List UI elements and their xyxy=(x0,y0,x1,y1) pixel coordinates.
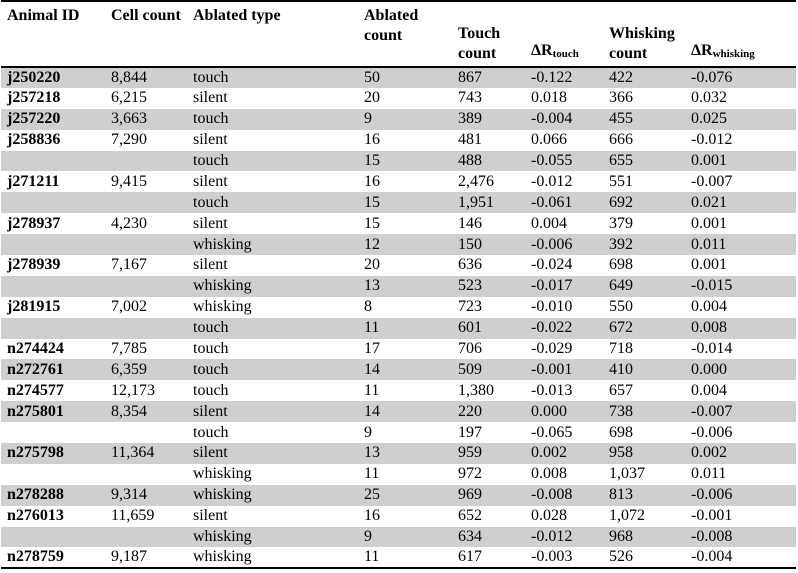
dr-touch-cell: -0.012 xyxy=(525,527,603,548)
cell-count-cell: 12,173 xyxy=(111,381,155,399)
dr-whisking-cell: 0.004 xyxy=(691,298,727,316)
dr-touch-cell: -0.029 xyxy=(531,340,573,358)
ablated-type-cell: whisking xyxy=(187,276,358,297)
ablated-count-cell: 20 xyxy=(364,256,380,274)
dr-whisking-cell: 0.001 xyxy=(685,151,796,172)
cell-count-cell: 7,785 xyxy=(111,340,147,358)
ablated-count-cell: 25 xyxy=(358,485,452,506)
touch-count-cell: 481 xyxy=(458,131,482,149)
dr-touch-cell: -0.013 xyxy=(531,381,573,399)
ablated-type-cell: silent xyxy=(193,172,228,190)
cell-count-cell: 4,230 xyxy=(111,214,147,232)
whisking-count-cell: 550 xyxy=(609,298,633,316)
cell-count-cell xyxy=(105,234,187,255)
table-row xyxy=(1,464,796,485)
ablated-count-cell: 11 xyxy=(358,318,452,339)
ablated-count-cell: 15 xyxy=(358,192,452,213)
touch-count-cell: 2,476 xyxy=(458,172,494,190)
dr-whisking-cell: 0.025 xyxy=(685,109,796,130)
whisking-count-cell: 958 xyxy=(603,443,685,464)
animal-id-cell: j281915 xyxy=(7,298,61,316)
header-animal-id: Animal ID xyxy=(1,1,105,67)
touch-count-cell: 523 xyxy=(452,276,525,297)
cell-count-cell xyxy=(105,318,187,339)
whisking-count-cell: 698 xyxy=(609,256,633,274)
animal-id-cell xyxy=(1,318,105,339)
animal-id-cell: j257218 xyxy=(7,89,61,107)
whisking-count-cell: 666 xyxy=(609,131,633,149)
header-touch-count: Touch count xyxy=(452,1,525,67)
cell-count-cell: 3,663 xyxy=(105,109,187,130)
ablated-count-cell: 50 xyxy=(358,67,452,88)
table-row xyxy=(1,171,796,192)
ablated-type-cell: whisking xyxy=(193,465,252,483)
animal-id-cell xyxy=(1,151,105,172)
dr-whisking-cell: -0.076 xyxy=(685,67,796,88)
ablated-type-cell: whisking xyxy=(187,547,358,568)
table-row xyxy=(1,192,796,213)
whisking-count-cell: 410 xyxy=(603,359,685,380)
ablated-type-cell: whisking xyxy=(193,298,252,316)
ablated-count-cell: 16 xyxy=(364,507,380,525)
ablated-count-cell: 16 xyxy=(364,131,380,149)
dr-touch-cell: -0.003 xyxy=(525,547,603,568)
touch-count-cell: 146 xyxy=(458,214,482,232)
ablated-type-cell: silent xyxy=(187,443,358,464)
table-row xyxy=(1,151,796,172)
whisking-count-cell: 551 xyxy=(609,172,633,190)
ablated-count-cell: 15 xyxy=(364,214,380,232)
header-ablated-type: Ablated type xyxy=(187,1,358,67)
cell-count-cell: 9,314 xyxy=(105,485,187,506)
table-body xyxy=(1,67,796,568)
cell-count-cell xyxy=(105,422,187,443)
whisking-count-cell: 657 xyxy=(609,381,633,399)
dr-touch-cell: -0.008 xyxy=(525,485,603,506)
animal-id-cell: n278288 xyxy=(1,485,105,506)
ablated-type-cell: silent xyxy=(193,89,228,107)
ablated-count-cell: 16 xyxy=(364,172,380,190)
table-row xyxy=(1,130,796,151)
animal-id-cell: n276013 xyxy=(7,507,64,525)
header-row xyxy=(1,1,796,67)
animal-id-cell xyxy=(1,234,105,255)
cell-count-cell: 7,002 xyxy=(111,298,147,316)
ablated-count-cell: 14 xyxy=(358,401,452,422)
ablated-type-cell: touch xyxy=(187,318,358,339)
table-row xyxy=(1,255,796,276)
dr-touch-cell: -0.022 xyxy=(525,318,603,339)
touch-count-cell: 488 xyxy=(452,151,525,172)
whisking-count-cell: 1,072 xyxy=(609,507,645,525)
animal-id-cell: n274424 xyxy=(7,340,64,358)
cell-count-cell: 8,354 xyxy=(105,401,187,422)
whisking-count-cell: 379 xyxy=(609,214,633,232)
whisking-count-cell: 692 xyxy=(603,192,685,213)
ablated-type-cell: silent xyxy=(193,507,228,525)
dr-whisking-cell: -0.007 xyxy=(685,401,796,422)
table-row xyxy=(1,297,796,318)
whisking-count-cell: 655 xyxy=(603,151,685,172)
touch-count-cell: 969 xyxy=(452,485,525,506)
dr-whisking-cell: -0.014 xyxy=(691,340,733,358)
cell-count-cell: 9,415 xyxy=(111,172,147,190)
whisking-count-cell: 672 xyxy=(603,318,685,339)
dr-whisking-cell: 0.001 xyxy=(691,214,727,232)
dr-touch-cell: -0.004 xyxy=(525,109,603,130)
animal-id-cell xyxy=(1,464,105,485)
animal-id-cell: j271211 xyxy=(7,172,60,190)
ablated-type-cell: touch xyxy=(193,381,229,399)
animal-id-cell xyxy=(1,527,105,548)
animal-id-cell xyxy=(1,276,105,297)
table-row xyxy=(1,109,796,130)
table-row xyxy=(1,527,796,548)
whisking-count-cell: 526 xyxy=(603,547,685,568)
ablated-type-cell: touch xyxy=(187,359,358,380)
table-row xyxy=(1,318,796,339)
header-dr-whisking-sub: whisking xyxy=(712,48,755,60)
whisking-count-cell: 698 xyxy=(609,423,633,441)
dr-touch-cell: -0.061 xyxy=(525,192,603,213)
table-row xyxy=(1,401,796,422)
animal-id-cell: j250220 xyxy=(1,67,105,88)
header-dr-whisking xyxy=(685,1,796,67)
dr-whisking-cell: 0.008 xyxy=(685,318,796,339)
animal-id-cell: j257220 xyxy=(1,109,105,130)
animal-id-cell xyxy=(1,192,105,213)
animal-id-cell: j258836 xyxy=(7,131,61,149)
dr-whisking-cell: 0.021 xyxy=(685,192,796,213)
ablated-count-cell: 17 xyxy=(364,340,380,358)
dr-touch-cell: 0.002 xyxy=(525,443,603,464)
table-row xyxy=(1,213,796,234)
cell-count-cell xyxy=(105,151,187,172)
table-row xyxy=(1,67,796,88)
table-row xyxy=(1,234,796,255)
dr-whisking-cell: -0.004 xyxy=(685,547,796,568)
dr-whisking-cell: -0.006 xyxy=(685,485,796,506)
table-row xyxy=(1,547,796,568)
dr-touch-cell: -0.010 xyxy=(531,298,573,316)
dr-touch-cell: 0.066 xyxy=(531,131,567,149)
dr-touch-cell: 0.000 xyxy=(525,401,603,422)
dr-whisking-cell: 0.002 xyxy=(685,443,796,464)
touch-count-cell: 197 xyxy=(458,423,482,441)
animal-id-cell: n275801 xyxy=(1,401,105,422)
dr-touch-cell: -0.065 xyxy=(531,423,573,441)
dr-touch-cell: -0.122 xyxy=(525,67,603,88)
cell-count-cell: 8,844 xyxy=(105,67,187,88)
ablated-count-cell: 13 xyxy=(358,276,452,297)
ablated-count-cell: 11 xyxy=(364,381,380,399)
whisking-count-cell: 422 xyxy=(603,67,685,88)
dr-whisking-cell: -0.006 xyxy=(691,423,733,441)
cell-count-cell: 11,364 xyxy=(105,443,187,464)
dr-whisking-cell: -0.007 xyxy=(691,172,733,190)
touch-count-cell: 601 xyxy=(452,318,525,339)
table-row xyxy=(1,88,796,109)
ablated-count-cell: 13 xyxy=(358,443,452,464)
ablated-type-cell: touch xyxy=(187,192,358,213)
dr-touch-cell: -0.001 xyxy=(525,359,603,380)
whisking-count-cell: 649 xyxy=(603,276,685,297)
touch-count-cell: 972 xyxy=(458,465,482,483)
dr-whisking-cell: -0.012 xyxy=(691,131,733,149)
dr-whisking-cell: 0.000 xyxy=(685,359,796,380)
whisking-count-cell: 392 xyxy=(603,234,685,255)
cell-count-cell xyxy=(105,464,187,485)
cell-count-cell: 9,187 xyxy=(105,547,187,568)
dr-whisking-cell: -0.008 xyxy=(685,527,796,548)
cell-count-cell: 7,167 xyxy=(111,256,147,274)
ablated-type-cell: whisking xyxy=(187,234,358,255)
dr-touch-cell: 0.004 xyxy=(531,214,567,232)
header-whisking-count: Whisking count xyxy=(603,1,685,67)
dr-touch-cell: 0.008 xyxy=(531,465,567,483)
dr-whisking-cell: 0.011 xyxy=(685,234,796,255)
header-dr-touch xyxy=(525,1,603,67)
header-cell-count: Cell count xyxy=(105,1,187,67)
touch-count-cell: 652 xyxy=(458,507,482,525)
ablated-count-cell: 20 xyxy=(364,89,380,107)
ablated-type-cell: touch xyxy=(193,340,229,358)
ablated-type-cell: touch xyxy=(187,151,358,172)
table-row xyxy=(1,506,796,527)
touch-count-cell: 220 xyxy=(452,401,525,422)
ablation-table xyxy=(1,0,796,569)
ablated-count-cell: 14 xyxy=(358,359,452,380)
cell-count-cell xyxy=(105,192,187,213)
whisking-count-cell: 968 xyxy=(603,527,685,548)
animal-id-cell: j278937 xyxy=(7,214,61,232)
dr-touch-cell: -0.024 xyxy=(531,256,573,274)
touch-count-cell: 743 xyxy=(458,89,482,107)
touch-count-cell: 1,380 xyxy=(458,381,494,399)
cell-count-cell xyxy=(105,527,187,548)
touch-count-cell: 959 xyxy=(452,443,525,464)
table-row xyxy=(1,380,796,401)
touch-count-cell: 636 xyxy=(458,256,482,274)
touch-count-cell: 723 xyxy=(458,298,482,316)
ablated-count-cell: 9 xyxy=(358,109,452,130)
header-dr-touch-main: ΔR xyxy=(531,42,553,59)
ablated-count-cell: 8 xyxy=(364,298,372,316)
cell-count-cell xyxy=(105,276,187,297)
dr-touch-cell: -0.055 xyxy=(525,151,603,172)
ablated-type-cell: silent xyxy=(193,131,228,149)
ablated-count-cell: 15 xyxy=(358,151,452,172)
whisking-count-cell: 813 xyxy=(603,485,685,506)
dr-touch-cell: -0.017 xyxy=(525,276,603,297)
touch-count-cell: 509 xyxy=(452,359,525,380)
animal-id-cell: n278759 xyxy=(1,547,105,568)
touch-count-cell: 706 xyxy=(458,340,482,358)
table-row xyxy=(1,339,796,360)
dr-touch-cell: 0.018 xyxy=(531,89,567,107)
touch-count-cell: 1,951 xyxy=(452,192,525,213)
whisking-count-cell: 718 xyxy=(609,340,633,358)
whisking-count-cell: 455 xyxy=(603,109,685,130)
dr-touch-cell: 0.028 xyxy=(531,507,567,525)
table-row xyxy=(1,443,796,464)
dr-touch-cell: -0.006 xyxy=(525,234,603,255)
dr-whisking-cell: 0.011 xyxy=(691,465,727,483)
header-dr-whisking-main: ΔR xyxy=(691,42,713,59)
ablated-type-cell: silent xyxy=(193,214,228,232)
ablated-count-cell: 12 xyxy=(358,234,452,255)
dr-whisking-cell: 0.004 xyxy=(691,381,727,399)
touch-count-cell: 634 xyxy=(452,527,525,548)
ablated-type-cell: whisking xyxy=(187,527,358,548)
header-ablated-count: Ablated count xyxy=(358,1,452,67)
animal-id-cell: n274577 xyxy=(7,381,64,399)
ablated-type-cell: touch xyxy=(187,109,358,130)
animal-id-cell xyxy=(1,422,105,443)
ablated-type-cell: touch xyxy=(187,67,358,88)
animal-id-cell: n272761 xyxy=(1,359,105,380)
dr-whisking-cell: 0.032 xyxy=(691,89,727,107)
dr-whisking-cell: -0.001 xyxy=(691,507,733,525)
ablated-type-cell: touch xyxy=(193,423,229,441)
ablated-type-cell: whisking xyxy=(187,485,358,506)
table-row xyxy=(1,485,796,506)
cell-count-cell: 7,290 xyxy=(111,131,147,149)
header-dr-touch-sub: touch xyxy=(552,48,579,60)
ablated-count-cell: 9 xyxy=(364,423,372,441)
touch-count-cell: 867 xyxy=(452,67,525,88)
cell-count-cell: 6,215 xyxy=(111,89,147,107)
touch-count-cell: 389 xyxy=(452,109,525,130)
whisking-count-cell: 366 xyxy=(609,89,633,107)
touch-count-cell: 150 xyxy=(452,234,525,255)
touch-count-cell: 617 xyxy=(452,547,525,568)
whisking-count-cell: 1,037 xyxy=(609,465,645,483)
dr-whisking-cell: 0.001 xyxy=(691,256,727,274)
dr-touch-cell: -0.012 xyxy=(531,172,573,190)
animal-id-cell: j278939 xyxy=(7,256,61,274)
whisking-count-cell: 738 xyxy=(603,401,685,422)
cell-count-cell: 6,359 xyxy=(105,359,187,380)
ablated-count-cell: 11 xyxy=(358,547,452,568)
dr-whisking-cell: -0.015 xyxy=(685,276,796,297)
ablated-count-cell: 9 xyxy=(358,527,452,548)
table-row xyxy=(1,276,796,297)
ablated-type-cell: silent xyxy=(187,401,358,422)
table-header xyxy=(1,1,796,67)
table-row xyxy=(1,422,796,443)
cell-count-cell: 11,659 xyxy=(111,507,155,525)
ablated-count-cell: 11 xyxy=(364,465,380,483)
table-row xyxy=(1,359,796,380)
ablated-type-cell: silent xyxy=(193,256,228,274)
animal-id-cell: n275798 xyxy=(1,443,105,464)
